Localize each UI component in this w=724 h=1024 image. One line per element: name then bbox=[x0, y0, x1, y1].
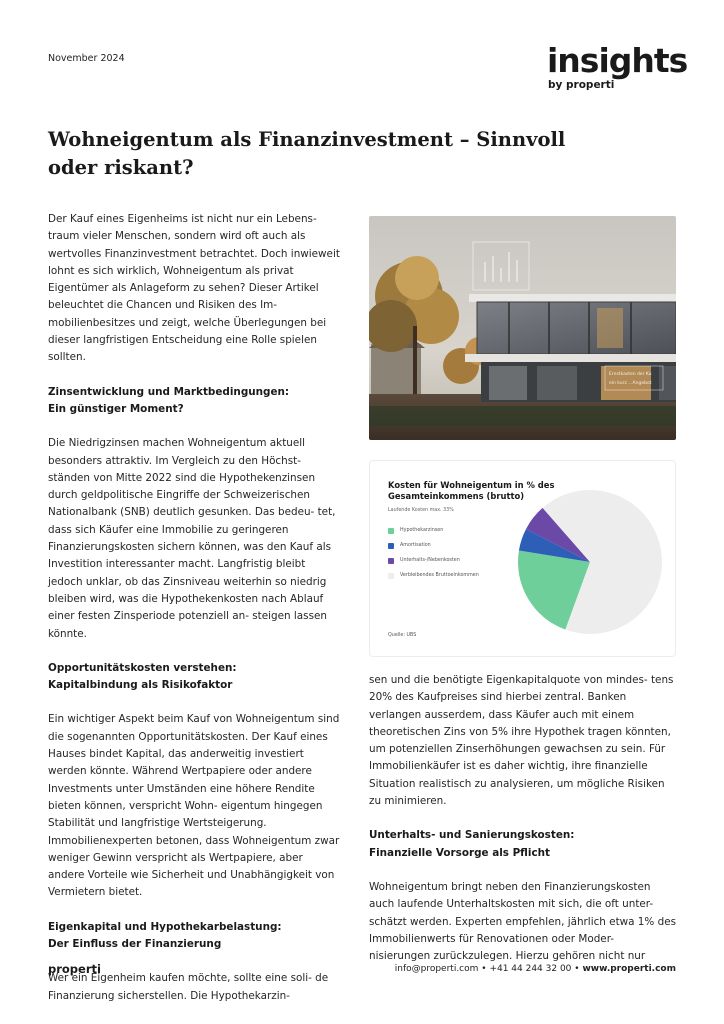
legend-swatch bbox=[388, 573, 394, 579]
article-title: Wohneigentum als Finanzinvestment – Sinnvoll oder riskant? bbox=[48, 128, 566, 179]
body-paragraph: sen und die benötigte Eigenkapitalquote von mindes- tens 20% des Kaufpreises sind hierbei zentral. Banken verlangen ausserdem, dass Käufer auch mit einem theoretischen Zins von 5% ihre Hypothek tragen könnten, um potenziellen Zinserhöhungen gewachsen zu sein. Für Immobilienkäufer ist es daher wichtig, ihre finanzielle Situation realistisch zu analysieren, um mögliche Risiken zu minimieren. bbox=[369, 674, 674, 808]
section-heading-line: Unterhalts- und Sanierungskosten: bbox=[369, 829, 575, 842]
section-heading-line: Finanzielle Vorsorge als Pflicht bbox=[369, 846, 550, 859]
chart-legend bbox=[388, 523, 479, 583]
pie-chart bbox=[510, 487, 670, 637]
section-heading bbox=[48, 384, 340, 419]
issue-date: November 2024 bbox=[48, 53, 125, 64]
body-paragraph: Ein wichtiger Aspekt beim Kauf von Wohneigentum sind die sogenannten Opportunitätskosten. Der Kauf eines Hauses bindet Kapital, das anderweitig investiert werden könnte. Während Wertpapiere oder andere Investments unter Umständen eine höhere Rendite bieten können, verspricht Wohn- eigentum hingegen Stabilität und langfristige Wertsteigerung. Immobilienexperten betonen, dass Wohneigentum zwar weniger Gewinn verspricht als Wertpapiere, aber andere Vorteile wie Sicherheit und Unabhängigkeit von Vermietern bietet. bbox=[48, 713, 340, 899]
chart-note: Laufende Kosten max. 33% bbox=[388, 508, 454, 513]
photo-overlay-text: Ernstkasten der Ku bbox=[609, 372, 652, 377]
footer-email[interactable]: info@properti.com bbox=[394, 964, 479, 974]
body-paragraph: Wer ein Eigenheim kaufen möchte, sollte eine soli- de Finanzierung sicherstellen. Die Hypothekarzin- bbox=[48, 972, 329, 1002]
legend-label: Unterhalts-/Nebenkosten bbox=[400, 558, 460, 563]
logo-byline: by properti bbox=[548, 79, 615, 91]
section-heading bbox=[48, 919, 340, 954]
legend-item bbox=[388, 568, 479, 583]
footer-separator: • bbox=[478, 964, 490, 974]
house-photo bbox=[369, 216, 676, 440]
chart-title: Kosten für Wohneigentum in % des Gesamteinkommens (brutto) bbox=[388, 480, 555, 501]
legend-swatch bbox=[388, 558, 394, 564]
pie-chart-card bbox=[369, 460, 676, 657]
legend-label: Verbleibendes Bruttoeinkommen bbox=[400, 573, 479, 578]
legend-swatch bbox=[388, 543, 394, 549]
footer-website[interactable]: www.properti.com bbox=[582, 964, 676, 974]
legend-item bbox=[388, 553, 479, 568]
left-column bbox=[48, 211, 340, 1022]
right-column bbox=[369, 672, 677, 982]
intro-paragraph: Der Kauf eines Eigenheims ist nicht nur ein Lebens- traum vieler Menschen, sondern wird oft auch als wertvolles Finanzinvestment betrachtet. Doch inwieweit lohnt es sich wirklich, Wohneigentum als privat Eigentümer als Anlageform zu sehen? Dieser Artikel beleuchtet die Chancen und Risiken des Im- mobilienbesitzes und zeigt, welche Überlegungen bei dieser langfristigen Entscheidung eine Rolle spielen sollten. bbox=[48, 213, 340, 364]
section-heading bbox=[369, 827, 677, 862]
photo-overlay-text: ein kurz ...Angebot bbox=[609, 381, 652, 386]
section-heading-line: Zinsentwicklung und Marktbedingungen: bbox=[48, 385, 290, 398]
section-heading bbox=[48, 660, 340, 695]
footer-logo: properti bbox=[48, 962, 101, 976]
section-heading-line: Ein günstiger Moment? bbox=[48, 402, 184, 415]
footer-phone[interactable]: +41 44 244 32 00 bbox=[489, 964, 572, 974]
legend-label: Hypothekarzinsen bbox=[400, 528, 444, 533]
insights-logo bbox=[547, 41, 688, 91]
section-heading-line: Kapitalbindung als Risikofaktor bbox=[48, 679, 233, 692]
legend-item bbox=[388, 538, 479, 553]
house-photo-illustration bbox=[369, 216, 676, 440]
legend-item bbox=[388, 523, 479, 538]
section-heading-line: Der Einfluss der Finanzierung bbox=[48, 937, 222, 950]
legend-label: Amortisation bbox=[400, 543, 431, 548]
footer-separator: • bbox=[571, 964, 583, 974]
footer-contact bbox=[395, 964, 676, 974]
legend-swatch bbox=[388, 528, 394, 534]
body-paragraph: Die Niedrigzinsen machen Wohneigentum aktuell besonders attraktiv. Im Vergleich zu den Höchst- ständen von Mitte 2022 sind die Hypothekenzinsen durch geldpolitische Eingriffe der Schweizerischen Nationalbank (SNB) deutlich gesunken. Das bedeu- tet, dass sich Käufer eine Immobilie zu geringeren Finanzierungskosten sichern können, was den Kauf als Investition interessanter macht. Langfristig bleibt jedoch unklar, ob das Zinsniveau weiterhin so niedrig bleiben wird, was die Hypothekenkosten nach Ablauf einer festen Zinsperiode potenziell an- steigen lassen könnte. bbox=[48, 437, 336, 640]
chart-source: Quelle: UBS bbox=[388, 633, 417, 638]
body-paragraph: Wohneigentum bringt neben den Finanzierungskosten auch laufende Unterhaltskosten mit sich, die oft unter- schätzt werden. Experten empfehlen, jährlich etwa 1% des Immobilienwerts für Renovationen oder Moder- nisierungen zurückzulegen. Hierzu gehören nicht nur bbox=[369, 880, 677, 963]
section-heading-line: Opportunitätskosten verstehen: bbox=[48, 661, 237, 674]
section-heading-line: Eigenkapital und Hypothekarbelastung: bbox=[48, 920, 282, 933]
logo-wordmark: insights bbox=[547, 41, 688, 80]
